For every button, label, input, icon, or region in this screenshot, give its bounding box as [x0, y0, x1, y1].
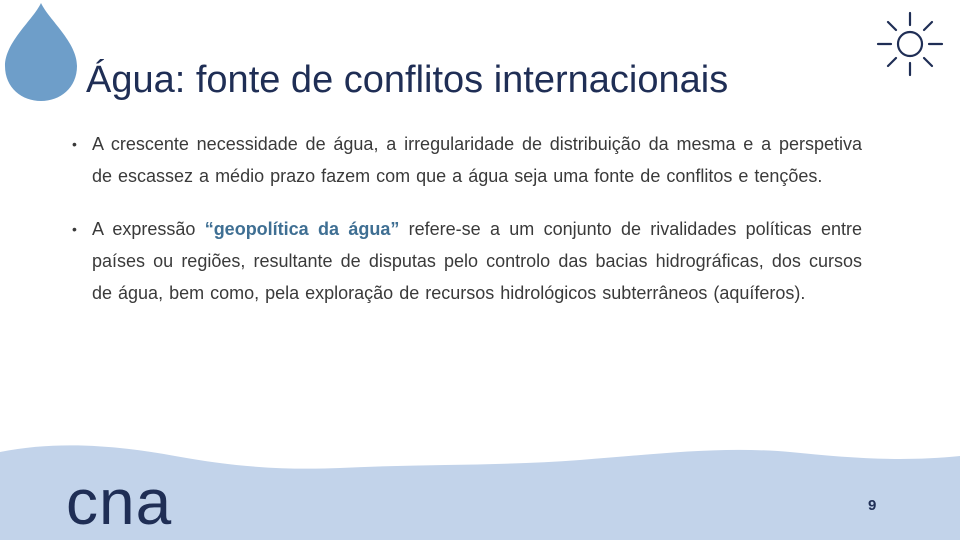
bullet-item: [70, 213, 862, 309]
emphasized-term: “geopolítica da água”: [204, 219, 400, 239]
bullet-item: [70, 128, 862, 192]
logo-text: cna: [66, 466, 173, 538]
slide-title: Água: fonte de conflitos internacionais: [86, 59, 729, 101]
page-number: 9: [868, 497, 877, 514]
bullet-marker: •: [72, 221, 77, 237]
bullet-text-after: refere-se a um conjunto de rivalidades políticas entre países ou regiões, resultante de disputas pelo controlo das bacias hidrográficas, dos cursos de água, bem como, pela exploração de recursos hidrológicos subterrâneos (aquíferos).: [92, 219, 863, 303]
bullet-text: A crescente necessidade de água, a irregularidade de distribuição da mesma e a perspetiva de escassez a médio prazo fazem com que a água seja uma fonte de conflitos e tenções.: [92, 134, 862, 186]
bullet-text-before: A expressão: [92, 219, 205, 239]
water-drop-icon: [0, 0, 82, 104]
sun-icon: [874, 8, 946, 80]
bullet-list: [70, 128, 862, 330]
bullet-text: [92, 213, 862, 309]
bullet-marker: •: [72, 136, 77, 152]
